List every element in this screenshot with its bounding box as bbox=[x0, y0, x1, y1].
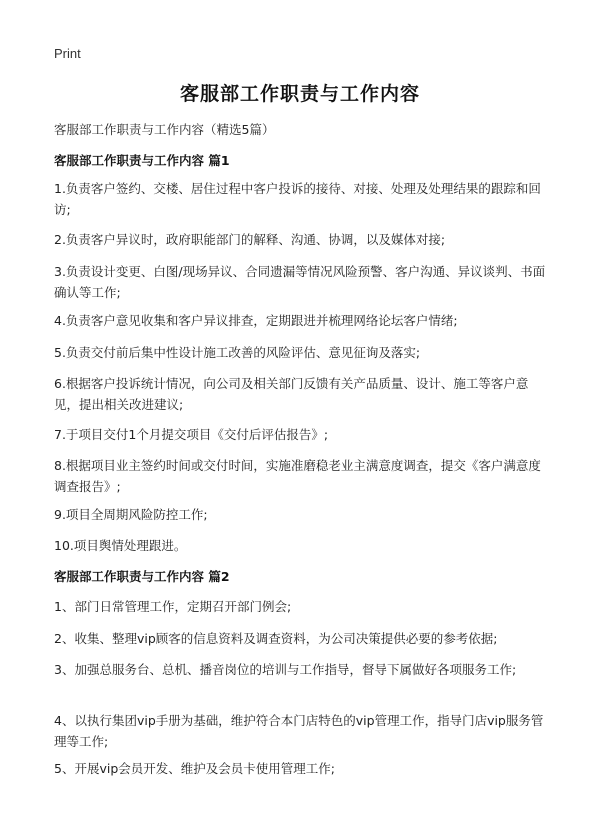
section-heading-1: 客服部工作职责与工作内容 篇1 bbox=[54, 153, 230, 168]
section-1-item-10: 10.项目舆情处理跟进。 bbox=[54, 538, 187, 553]
section-1-item-4: 4.负责客户意见收集和客户异议排查，定期跟进并梳理网络论坛客户情绪; bbox=[54, 313, 458, 328]
section-2-item-5: 5、开展vip会员开发、维护及会员卡使用管理工作; bbox=[54, 761, 335, 776]
print-label: Print bbox=[54, 46, 81, 61]
section-1-item-5: 5.负责交付前后集中性设计施工改善的风险评估、意见征询及落实; bbox=[54, 345, 421, 360]
section-1-item-6: 6.根据客户投诉统计情况，向公司及相关部门反馈有关产品质量、设计、施工等客户意见，提出相关改进建议; bbox=[54, 376, 529, 412]
section-1-item-9: 9.项目全周期风险防控工作; bbox=[54, 507, 208, 522]
section-2-item-4: 4、以执行集团vip手册为基础，维护符合本门店特色的vip管理工作，指导门店vip服务管理等工作; bbox=[54, 713, 544, 749]
section-2-item-1: 1、部门日常管理工作，定期召开部门例会; bbox=[54, 599, 292, 614]
section-1-item-3: 3.负责设计变更、白图/现场异议、合同遗漏等情况风险预警、客户沟通、异议谈判、书面确认等工作; bbox=[54, 264, 546, 300]
section-1-item-8: 8.根据项目业主签约时间或交付时间，实施准磨稳老业主满意度调查，提交《客户满意度调查报告》; bbox=[54, 458, 541, 494]
section-heading-2: 客服部工作职责与工作内容 篇2 bbox=[54, 569, 230, 584]
document-title: 客服部工作职责与工作内容 bbox=[179, 83, 420, 105]
section-2-item-3: 3、加强总服务台、总机、播音岗位的培训与工作指导，督导下属做好各项服务工作; bbox=[54, 662, 517, 677]
section-1-item-7: 7.于项目交付1个月提交项目《交付后评估报告》; bbox=[54, 427, 329, 442]
section-2-item-2: 2、收集、整理vip顾客的信息资料及调查资料，为公司决策提供必要的参考依据; bbox=[54, 631, 498, 646]
section-1-item-1: 1.负责客户签约、交楼、居住过程中客户投诉的接待、对接、处理及处理结果的跟踪和回访; bbox=[54, 181, 541, 217]
document-subtitle: 客服部工作职责与工作内容（精选5篇） bbox=[54, 122, 275, 137]
section-1-item-2: 2.负责客户异议时，政府职能部门的解释、沟通、协调，以及媒体对接; bbox=[54, 232, 446, 247]
